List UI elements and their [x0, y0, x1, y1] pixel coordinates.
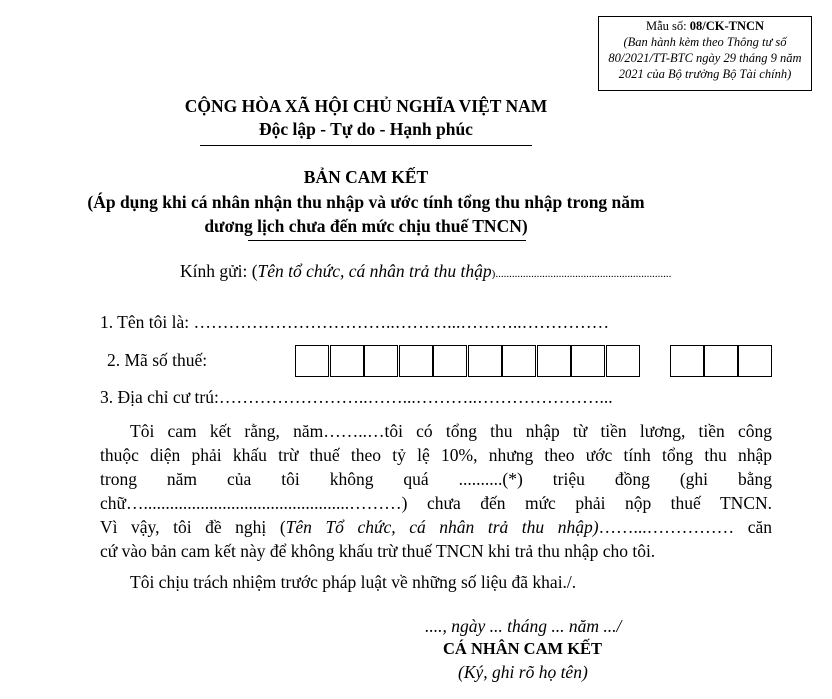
paragraph-line: chữ…...............................................………) chưa đến mức phải nộp thuế TNCN.	[100, 493, 772, 513]
name-field[interactable]: 1. Tên tôi là: ……………………………..………...………..……………	[100, 312, 610, 332]
tax-code-digit-box[interactable]	[502, 345, 536, 377]
paragraph-line: Tôi cam kết rằng, năm……..…tôi có tổng thu nhập từ tiền lương, tiền công	[130, 421, 772, 441]
paragraph-line: cứ vào bản cam kết này để không khấu trừ thuế TNCN khi trả thu nhập cho tôi.	[100, 541, 656, 561]
tax-code-digit-box[interactable]	[364, 345, 398, 377]
tax-code-digit-box[interactable]	[330, 345, 364, 377]
recipient-line	[180, 261, 671, 282]
form-issuance-line: 2021 của Bộ trưởng Bộ Tài chính)	[618, 67, 792, 81]
paragraph-text: ……...…………… căn	[598, 517, 772, 537]
tax-code-label: 2. Mã số thuế:	[107, 350, 208, 370]
tax-code-suffix-box[interactable]	[738, 345, 772, 377]
motto-underline	[200, 145, 532, 146]
signature-title: CÁ NHÂN CAM KẾT	[443, 639, 603, 658]
tax-code-suffix-box[interactable]	[704, 345, 738, 377]
responsibility-statement: Tôi chịu trách nhiệm trước pháp luật về những số liệu đã khai./.	[130, 572, 577, 592]
form-number-label: Mẫu số:	[645, 19, 690, 33]
tax-code-digit-box[interactable]	[606, 345, 640, 377]
title-underline	[248, 240, 526, 241]
signature-note: (Ký, ghi rõ họ tên)	[458, 662, 588, 682]
address-field[interactable]: 3. Địa chỉ cư trú:……………………..……...………..…………………...	[100, 387, 613, 407]
tax-code-digit-box[interactable]	[571, 345, 605, 377]
paragraph-text: Vì vậy, tôi đề nghị (	[100, 517, 286, 537]
payer-placeholder: Tên Tổ chức, cá nhân trả thu nhập)	[285, 517, 599, 537]
nation-heading: CỘNG HÒA XÃ HỘI CHỦ NGHĨA VIỆT NAM	[184, 96, 548, 116]
recipient-label: Kính gửi: (	[180, 261, 258, 281]
motto: Độc lập - Tự do - Hạnh phúc	[259, 119, 473, 139]
document-title: BẢN CAM KẾT	[303, 167, 429, 187]
tax-code-suffix-box[interactable]	[670, 345, 704, 377]
tax-code-digit-box[interactable]	[433, 345, 467, 377]
tax-code-digit-box[interactable]	[399, 345, 433, 377]
tax-code-digit-box[interactable]	[295, 345, 329, 377]
form-issuance-line: (Ban hành kèm theo Thông tư số	[623, 35, 787, 49]
form-issuance-line: 80/2021/TT-BTC ngày 29 tháng 9 năm	[608, 51, 802, 65]
recipient-dots[interactable]: )................................................................	[491, 268, 672, 280]
document-subtitle: dương lịch chưa đến mức chịu thuế TNCN)	[204, 216, 528, 236]
paragraph-line	[100, 517, 772, 538]
tax-code-digit-box[interactable]	[537, 345, 571, 377]
document-subtitle: (Áp dụng khi cá nhân nhận thu nhập và ước tính tổng thu nhập trong năm	[87, 192, 645, 212]
form-number-box	[598, 16, 812, 91]
recipient-placeholder[interactable]: Tên tổ chức, cá nhân trả thu thập	[257, 261, 492, 281]
form-number-code: 08/CK-TNCN	[689, 19, 765, 33]
paragraph-line: thuộc diện phải khấu trừ thuế theo tỷ lệ 10%, nhưng theo ước tính tổng thu nhập	[100, 445, 772, 465]
tax-code-digit-box[interactable]	[468, 345, 502, 377]
signature-date: ...., ngày ... tháng ... năm .../	[425, 616, 622, 636]
paragraph-line: trong năm của tôi không quá ..........(*) triệu đồng (ghi bằng	[100, 469, 772, 489]
